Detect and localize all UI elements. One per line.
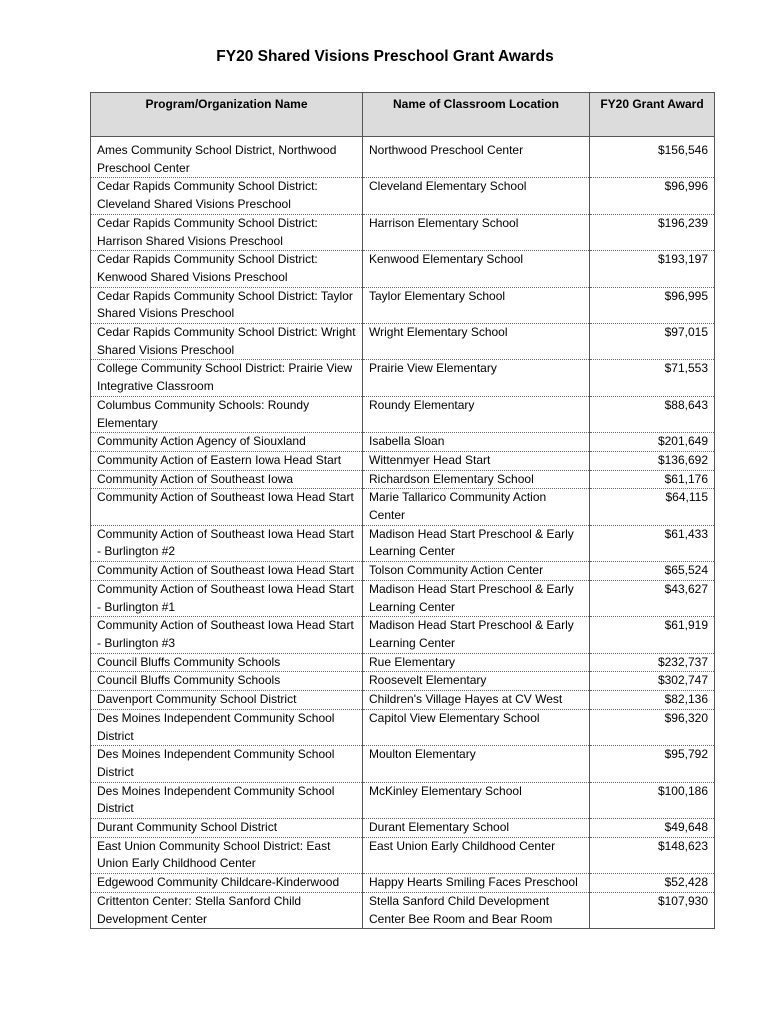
location-cell: Durant Elementary School	[363, 819, 590, 838]
table-row	[91, 709, 715, 745]
award-cell: $148,623	[590, 837, 715, 873]
table-row	[91, 672, 715, 691]
table-row	[91, 451, 715, 470]
table-row	[91, 396, 715, 432]
program-cell: Des Moines Independent Community School District	[91, 709, 363, 745]
program-cell: East Union Community School District: East Union Early Childhood Center	[91, 837, 363, 873]
award-cell: $43,627	[590, 580, 715, 616]
award-cell: $88,643	[590, 396, 715, 432]
table-row	[91, 874, 715, 893]
location-cell: Northwood Preschool Center	[363, 142, 590, 178]
program-cell: Community Action of Southeast Iowa	[91, 470, 363, 489]
table-row	[91, 324, 715, 360]
location-cell: Tolson Community Action Center	[363, 562, 590, 581]
table-row	[91, 580, 715, 616]
program-cell: Community Action of Southeast Iowa Head Start	[91, 562, 363, 581]
location-cell: Wittenmyer Head Start	[363, 451, 590, 470]
program-cell: College Community School District: Prairie View Integrative Classroom	[91, 360, 363, 396]
table-row	[91, 470, 715, 489]
table-row	[91, 360, 715, 396]
program-cell: Community Action of Southeast Iowa Head Start	[91, 489, 363, 525]
column-header-location: Name of Classroom Location	[363, 93, 590, 137]
table-row	[91, 433, 715, 452]
program-cell: Durant Community School District	[91, 819, 363, 838]
award-cell: $96,996	[590, 178, 715, 214]
page-title: FY20 Shared Visions Preschool Grant Awards	[216, 48, 554, 65]
program-cell: Cedar Rapids Community School District: Wright Shared Visions Preschool	[91, 324, 363, 360]
location-cell: Moulton Elementary	[363, 746, 590, 782]
location-cell: Prairie View Elementary	[363, 360, 590, 396]
table-row	[91, 525, 715, 561]
location-cell: McKinley Elementary School	[363, 782, 590, 818]
table-row	[91, 214, 715, 250]
program-cell: Columbus Community Schools: Roundy Elementary	[91, 396, 363, 432]
location-cell: Kenwood Elementary School	[363, 251, 590, 287]
program-cell: Cedar Rapids Community School District: Harrison Shared Visions Preschool	[91, 214, 363, 250]
table-row	[91, 837, 715, 873]
award-cell: $61,433	[590, 525, 715, 561]
program-cell: Community Action of Southeast Iowa Head Start - Burlington #1	[91, 580, 363, 616]
table-row	[91, 691, 715, 710]
location-cell: Isabella Sloan	[363, 433, 590, 452]
location-cell: Roundy Elementary	[363, 396, 590, 432]
award-cell: $232,737	[590, 653, 715, 672]
program-cell: Community Action of Southeast Iowa Head Start - Burlington #3	[91, 617, 363, 653]
program-cell: Edgewood Community Childcare-Kinderwood	[91, 874, 363, 893]
location-cell: Richardson Elementary School	[363, 470, 590, 489]
award-cell: $95,792	[590, 746, 715, 782]
location-cell: East Union Early Childhood Center	[363, 837, 590, 873]
table-row	[91, 489, 715, 525]
table-body	[91, 137, 715, 929]
location-cell: Rue Elementary	[363, 653, 590, 672]
program-cell: Cedar Rapids Community School District: Taylor Shared Visions Preschool	[91, 287, 363, 323]
award-cell: $61,919	[590, 617, 715, 653]
award-cell: $97,015	[590, 324, 715, 360]
program-cell: Crittenton Center: Stella Sanford Child Development Center	[91, 892, 363, 928]
award-cell: $71,553	[590, 360, 715, 396]
award-cell: $65,524	[590, 562, 715, 581]
table-row	[91, 819, 715, 838]
column-header-program: Program/Organization Name	[91, 93, 363, 137]
award-cell: $201,649	[590, 433, 715, 452]
award-cell: $100,186	[590, 782, 715, 818]
award-cell: $49,648	[590, 819, 715, 838]
award-cell: $136,692	[590, 451, 715, 470]
program-cell: Council Bluffs Community Schools	[91, 672, 363, 691]
program-cell: Davenport Community School District	[91, 691, 363, 710]
award-cell: $302,747	[590, 672, 715, 691]
table-row	[91, 653, 715, 672]
table-row	[91, 142, 715, 178]
program-cell: Council Bluffs Community Schools	[91, 653, 363, 672]
table-row	[91, 287, 715, 323]
location-cell: Happy Hearts Smiling Faces Preschool	[363, 874, 590, 893]
table-header-row	[91, 93, 715, 137]
award-cell: $193,197	[590, 251, 715, 287]
program-cell: Cedar Rapids Community School District: Kenwood Shared Visions Preschool	[91, 251, 363, 287]
award-cell: $107,930	[590, 892, 715, 928]
program-cell: Community Action of Eastern Iowa Head Start	[91, 451, 363, 470]
location-cell: Harrison Elementary School	[363, 214, 590, 250]
table-row	[91, 178, 715, 214]
award-cell: $96,320	[590, 709, 715, 745]
table-row	[91, 251, 715, 287]
table-row	[91, 617, 715, 653]
location-cell: Stella Sanford Child Development Center Bee Room and Bear Room	[363, 892, 590, 928]
location-cell: Roosevelt Elementary	[363, 672, 590, 691]
program-cell: Community Action of Southeast Iowa Head Start - Burlington #2	[91, 525, 363, 561]
program-cell: Community Action Agency of Siouxland	[91, 433, 363, 452]
location-cell: Taylor Elementary School	[363, 287, 590, 323]
award-cell: $52,428	[590, 874, 715, 893]
award-cell: $82,136	[590, 691, 715, 710]
program-cell: Cedar Rapids Community School District: Cleveland Shared Visions Preschool	[91, 178, 363, 214]
location-cell: Marie Tallarico Community Action Center	[363, 489, 590, 525]
location-cell: Madison Head Start Preschool & Early Learning Center	[363, 617, 590, 653]
table-row	[91, 892, 715, 928]
location-cell: Capitol View Elementary School	[363, 709, 590, 745]
program-cell: Des Moines Independent Community School District	[91, 746, 363, 782]
award-cell: $196,239	[590, 214, 715, 250]
location-cell: Children's Village Hayes at CV West	[363, 691, 590, 710]
location-cell: Cleveland Elementary School	[363, 178, 590, 214]
award-cell: $61,176	[590, 470, 715, 489]
program-cell: Des Moines Independent Community School District	[91, 782, 363, 818]
table-row	[91, 562, 715, 581]
location-cell: Madison Head Start Preschool & Early Learning Center	[363, 525, 590, 561]
award-cell: $64,115	[590, 489, 715, 525]
award-cell: $156,546	[590, 142, 715, 178]
location-cell: Wright Elementary School	[363, 324, 590, 360]
grant-awards-table	[90, 92, 715, 929]
column-header-award: FY20 Grant Award	[590, 93, 715, 137]
program-cell: Ames Community School District, Northwood Preschool Center	[91, 142, 363, 178]
table-row	[91, 782, 715, 818]
table-row	[91, 746, 715, 782]
location-cell: Madison Head Start Preschool & Early Learning Center	[363, 580, 590, 616]
award-cell: $96,995	[590, 287, 715, 323]
